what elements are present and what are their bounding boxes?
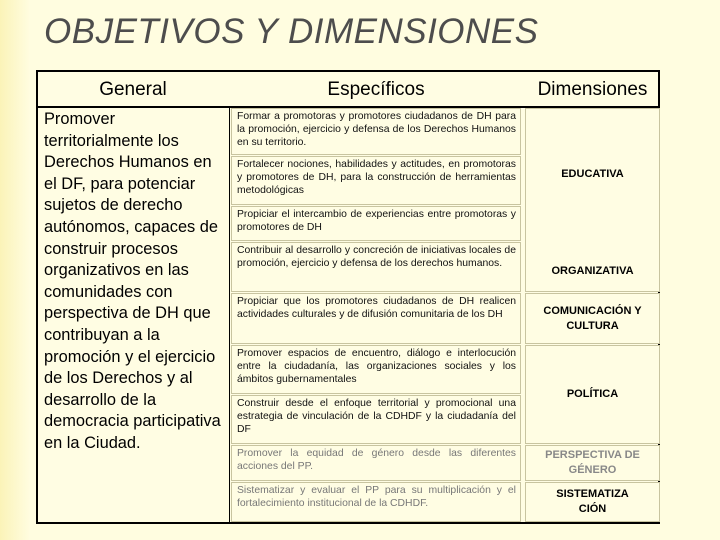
dimension-genero bbox=[525, 445, 660, 481]
header-general: General bbox=[99, 79, 167, 100]
objectives-table bbox=[36, 70, 660, 524]
specific-objective-8: Promover la equidad de género desde las diferentes acciones del PP. bbox=[231, 445, 521, 481]
dimension-comunicacion bbox=[525, 293, 660, 344]
header-dimensions: Dimensiones bbox=[537, 79, 648, 100]
dimension-label: PERSPECTIVA DE GÉNERO bbox=[545, 449, 640, 476]
specific-objective-6: Promover espacios de encuentro, diálogo e interlocución entre la ciudadanía, las organizaciones sociales y los ámbitos gubernamentales bbox=[231, 345, 521, 394]
specific-objective-9: Sistematizar y evaluar el PP para su multiplicación y el fortalecimiento institucional de la CDHDF. bbox=[231, 482, 521, 522]
specific-objective-4: Contribuir al desarrollo y concreción de iniciativas locales de promoción, ejercicio y defensa de los derechos humanos. bbox=[231, 242, 521, 292]
general-objective-cell bbox=[38, 108, 228, 522]
specific-objective-1: Formar a promotoras y promotores ciudadanos de DH para la promoción, ejercicio y defensa de los Derechos Humanos en su territorio. bbox=[231, 108, 521, 155]
dimension-sistematizacion bbox=[525, 482, 660, 522]
dimension-label: POLÍTICA bbox=[566, 388, 619, 400]
header-specific: Específicos bbox=[327, 79, 425, 100]
dimension-politica bbox=[525, 345, 660, 444]
specific-objective-3: Propiciar el intercambio de experiencias entre promotoras y promotores de DH bbox=[231, 206, 521, 241]
slide-title: OBJETIVOS Y DIMENSIONES bbox=[44, 12, 539, 51]
dimension-label: EDUCATIVA bbox=[561, 168, 624, 180]
column-divider-1 bbox=[229, 106, 230, 522]
specific-objective-2: Fortalecer nociones, habilidades y actitudes, en promotoras y promotores de DH, para la construcción de herramientas metodológicas bbox=[231, 156, 521, 205]
dimension-label: COMUNICACIÓN Y CULTURA bbox=[543, 304, 642, 332]
left-decorative-band bbox=[0, 0, 30, 540]
dimension-label: ORGANIZATIVA bbox=[551, 265, 634, 277]
specific-objective-5: Propiciar que los promotores ciudadanos de DH realicen actividades culturales y de difusión comunitaria de los DH bbox=[231, 293, 521, 344]
dimension-label: SISTEMATIZA CIÓN bbox=[556, 488, 629, 515]
dimension-organizativa bbox=[525, 206, 660, 292]
specific-objective-7: Construir desde el enfoque territorial y promocional una estrategia de vinculación de la CDHDF y la ciudadanía del DF bbox=[231, 395, 521, 444]
general-objective-text: Promover territorialmente los Derechos Humanos en el DF, para potenciar sujetos de derecho autónomos, capaces de construir procesos organizativos en las comunidades con perspectiva de DH que contribuyan a la promoción y el ejercicio de los Derechos y al desarrollo de la democracia participativa en la Ciudad. bbox=[44, 110, 221, 452]
